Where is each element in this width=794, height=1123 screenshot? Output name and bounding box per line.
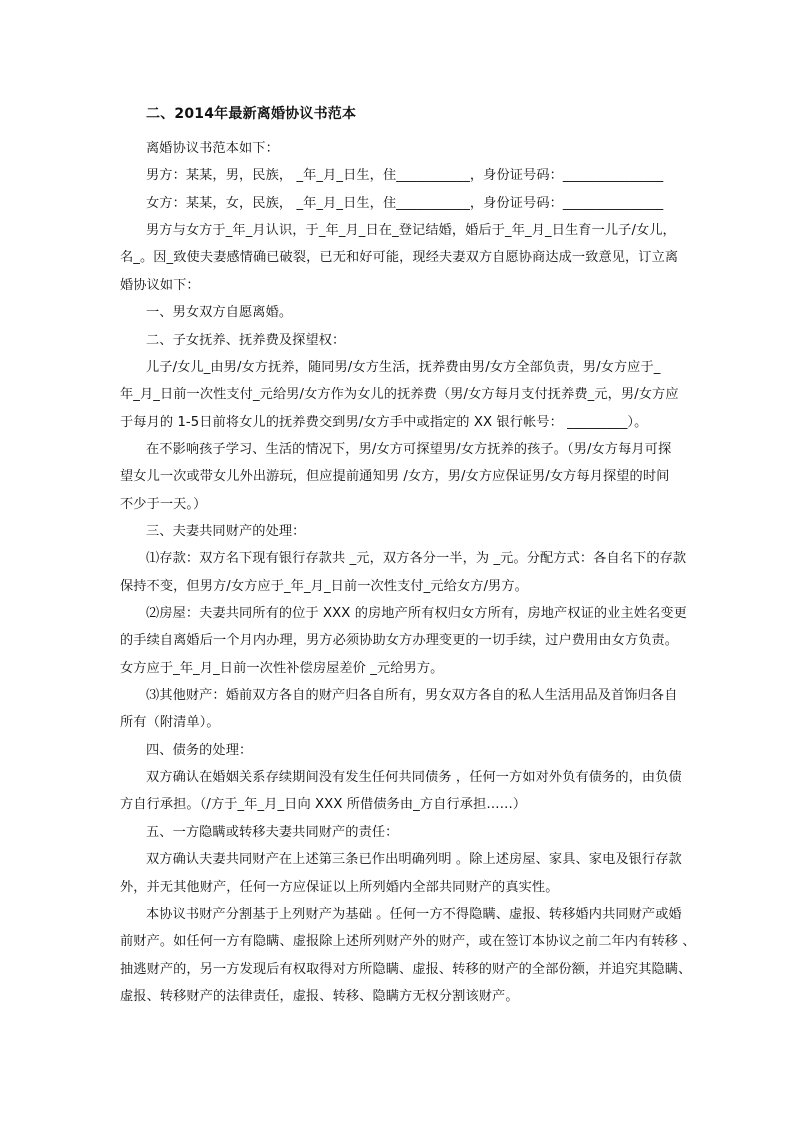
- body-line: 所有（附清单）。: [120, 715, 220, 731]
- body-line: 离婚协议书范本如下：: [146, 141, 279, 156]
- body-line: ⑴存款：双方名下现有银行存款共 _元，双方各分一半，为 _元。分配方式：各自名下的存款: [146, 551, 687, 567]
- body-line: 婚协议如下：: [120, 277, 200, 293]
- body-line: 女方应于_年_月_日前一次性补偿房屋差价 _元给男方。: [120, 660, 444, 676]
- body-line: 五、一方隐瞒或转移夫妻共同财产的责任：: [146, 824, 399, 840]
- body-line: 二、子女抚养、抚养费及探望权：: [146, 332, 346, 348]
- body-line: 名_。因_致使夫妻感情确已破裂，已无和好可能，现经夫妻双方自愿协商达成一致意见，订立离: [120, 250, 679, 266]
- body-line: 虚报、转移财产的法律责任，虚报、转移、隐瞒方无权分割该财产。: [120, 988, 519, 1004]
- body-line: ⑶其他财产：婚前双方各自的财产归各自所有，男女双方各自的私人生活用品及首饰归各自: [146, 688, 678, 703]
- body-line: 前财产。如任何一方有隐瞒、虚报除上述所列财产外的财产，或在签订本协议之前二年内有转移 、: [120, 934, 696, 950]
- document-title: 二、2014年最新离婚协议书范本: [146, 106, 357, 122]
- body-line: 四、债务的处理：: [146, 742, 253, 758]
- body-line: 于每月的 1-5日前将女儿的抚养费交到男/女方手中或指定的 XX 银行帐号： _________）。: [120, 414, 648, 430]
- body-line: 儿子/女儿_由男/女方抚养，随同男/女方生活，抚养费由男/女方全部负责，男/女方应于_: [146, 359, 661, 375]
- body-line: 抽逃财产的，另一方发现后有权取得对方所隐瞒、虚报、转移的财产的全部份额，并追究其隐瞒、: [120, 961, 692, 977]
- body-line: 双方确认夫妻共同财产在上述第三条已作出明确列明 。除上述房屋、家具、家电及银行存款: [146, 852, 682, 868]
- body-line: 双方确认在婚姻关系存续期间没有发生任何共同债务 ，任何一方如对外负有债务的，由负债: [146, 770, 682, 786]
- body-line: 的手续自离婚后一个月内办理，男方必须协助女方办理变更的一切手续，过户费用由女方负责。: [120, 633, 679, 649]
- body-line: 年_月_日前一次性支付_元给男/女方作为女儿的抚养费（男/女方每月支付抚养费_元，男/女方应: [120, 387, 679, 403]
- body-line: 一、男女双方自愿离婚。: [146, 305, 293, 321]
- body-line: 外，并无其他财产，任何一方应保证以上所列婚内全部共同财产的真实性。: [120, 879, 559, 895]
- body-line: 三、夫妻共同财产的处理：: [146, 523, 306, 539]
- body-line: 不少于一天。）: [120, 496, 207, 512]
- body-line: 女方：某某，女，民族， _年_月_日生，住___________，身份证号码：_______________: [146, 195, 664, 211]
- body-line: ⑵房屋：夫妻共同所有的位于 XXX 的房地产所有权归女方所有，房地产权证的业主姓名变更: [146, 606, 687, 621]
- body-line: 望女儿一次或带女儿外出游玩，但应提前通知男 /女方，男/女方应保证男/女方每月探望的时间: [120, 469, 670, 485]
- body-line: 本协议书财产分割基于上列财产为基础 。任何一方不得隐瞒、虚报、转移婚内共同财产或婚: [146, 906, 682, 922]
- body-line: 方自行承担。（/方于_年_月_日向 XXX 所借债务由_方自行承担……）: [120, 797, 527, 813]
- body-line: 男方：某某，男，民族， _年_月_日生，住___________，身份证号码：_______________: [146, 168, 664, 184]
- body-line: 男方与女方于_年_月认识，于_年_月_日在_登记结婚，婚后于_年_月_日生育一儿子/女儿，: [146, 223, 676, 239]
- body-line: 保持不变，但男方/女方应于_年_月_日前一次性支付_元给女方/男方。: [120, 578, 528, 594]
- body-line: 在不影响孩子学习、生活的情况下，男/女方可探望男/女方抚养的孩子。（男/女方每月可探: [146, 441, 672, 457]
